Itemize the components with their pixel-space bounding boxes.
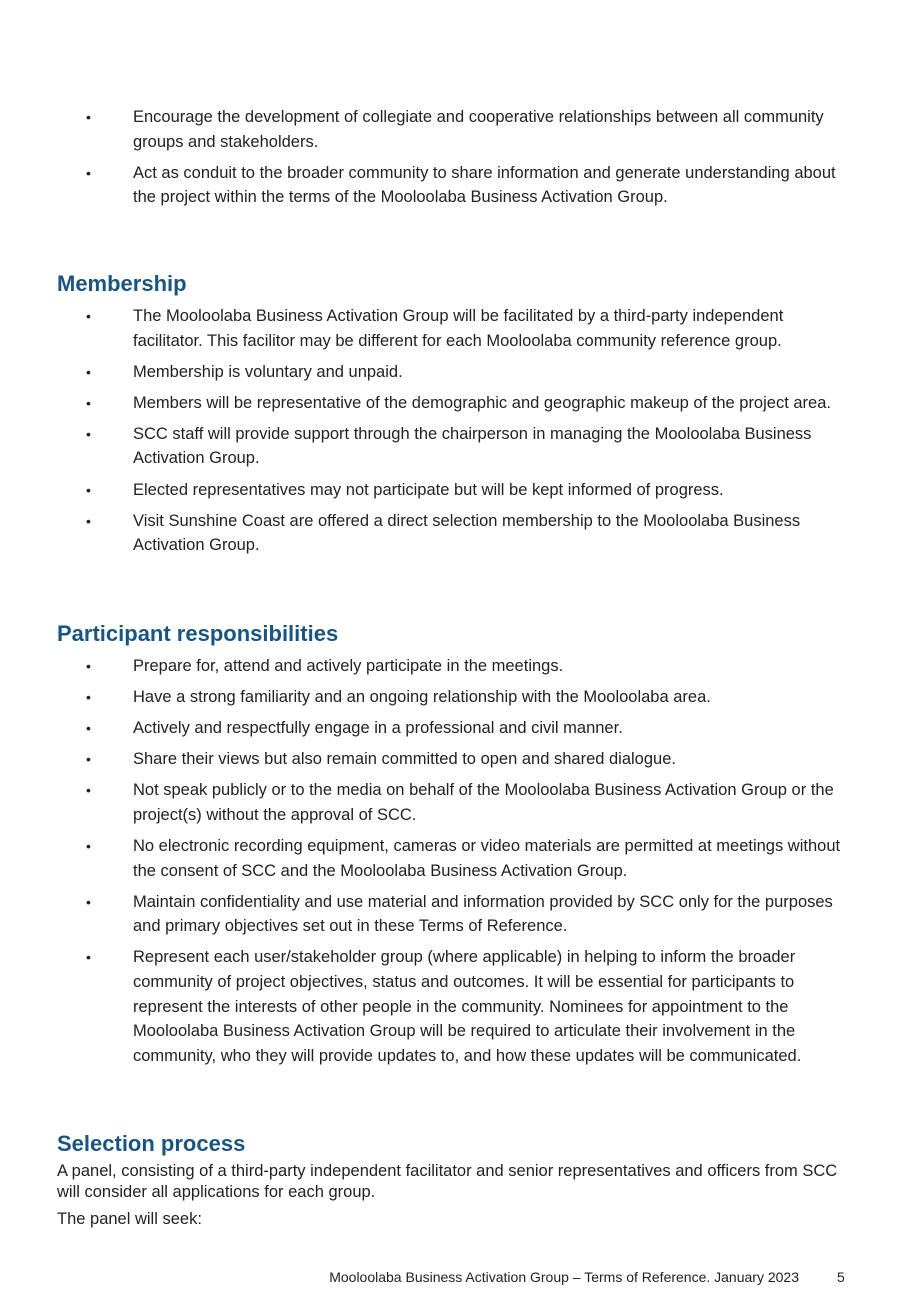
bullet-text: No electronic recording equipment, cameras or video materials are permitted at meetings without the consent of SCC and the Mooloolaba Business Activation Group. [133, 837, 841, 880]
bullet-icon: • [86, 949, 91, 966]
bullet-item [57, 685, 847, 710]
bullet-text: Visit Sunshine Coast are offered a direct selection membership to the Mooloolaba Business Activation Group. [133, 511, 801, 555]
selection-paragraph: A panel, consisting of a third-party independent facilitator and senior representatives and officers from SCC will consider all applications for each group. [57, 1162, 838, 1201]
bullet-item [57, 391, 847, 416]
bullet-item [57, 716, 847, 741]
bullet-icon: • [86, 782, 91, 799]
bullet-item [57, 161, 847, 210]
bullet-icon: • [86, 689, 91, 706]
bullet-text: SCC staff will provide support through the chairperson in managing the Mooloolaba Business Activation Group. [133, 424, 812, 468]
bullet-icon: • [86, 164, 91, 181]
bullet-text: Have a strong familiarity and an ongoing relationship with the Mooloolaba area. [133, 688, 711, 707]
responsibilities-bullet-list [57, 654, 847, 1068]
bullet-text: Membership is voluntary and unpaid. [133, 362, 403, 381]
bullet-icon: • [86, 893, 91, 910]
bullet-item [57, 478, 847, 503]
intro-bullet-list [57, 105, 847, 210]
responsibilities-heading: Participant responsibilities [57, 621, 339, 646]
bullet-item [57, 304, 847, 353]
bullet-item [57, 778, 847, 827]
selection-paragraph-2: The panel will seek: [57, 1210, 202, 1228]
intro-section [57, 105, 847, 216]
bullet-item [57, 945, 847, 1068]
bullet-text: Maintain confidentiality and use material and information provided by SCC only for the purposes and primary objectives set out in these Terms of Reference. [133, 892, 833, 936]
bullet-text: Represent each user/stakeholder group (where applicable) in helping to inform the broader community of project objectives, status and outcomes. It will be essential for participants to represent the interests of other people in the community. Nominees for appointment to the Mooloolaba Business Activation Group will be required to articulate their involvement in the community, who they will provide updates to, and how these updates will be communicated. [133, 948, 802, 1065]
bullet-text: Not speak publicly or to the media on behalf of the Mooloolaba Business Activation Group or the project(s) without the approval of SCC. [133, 781, 834, 824]
responsibilities-section [57, 620, 847, 1075]
selection-heading: Selection process [57, 1131, 246, 1156]
bullet-icon: • [86, 720, 91, 737]
bullet-icon: • [86, 394, 91, 411]
bullet-text: Members will be representative of the demographic and geographic makeup of the project area. [133, 393, 831, 412]
bullet-text: Prepare for, attend and actively participate in the meetings. [133, 657, 564, 675]
bullet-item [57, 654, 847, 679]
selection-section [57, 1130, 847, 1230]
bullet-icon: • [86, 363, 91, 380]
bullet-icon: • [86, 838, 91, 855]
membership-section [57, 270, 847, 564]
bullet-item [57, 105, 847, 154]
page-number: 5 [837, 1269, 845, 1285]
bullet-icon: • [86, 658, 91, 674]
bullet-text: Share their views but also remain committed to open and shared dialogue. [133, 750, 676, 769]
membership-heading: Membership [57, 271, 187, 296]
bullet-item [57, 834, 847, 883]
bullet-icon: • [86, 109, 91, 125]
bullet-text: Act as conduit to the broader community to share information and generate understanding about the project within the terms of the Mooloolaba Business Activation Group. [133, 163, 836, 207]
bullet-icon: • [86, 512, 91, 529]
bullet-text: Elected representatives may not participate but will be kept informed of progress. [133, 480, 724, 499]
bullet-text: Encourage the development of collegiate and cooperative relationships between all community groups and stakeholders. [133, 108, 824, 151]
bullet-icon: • [86, 425, 91, 442]
bullet-icon: • [86, 308, 91, 324]
membership-bullet-list [57, 304, 847, 558]
bullet-text: Actively and respectfully engage in a professional and civil manner. [133, 719, 623, 738]
bullet-icon: • [86, 481, 91, 498]
bullet-item [57, 747, 847, 772]
bullet-item [57, 890, 847, 939]
bullet-item [57, 509, 847, 558]
bullet-item [57, 422, 847, 471]
bullet-icon: • [86, 751, 91, 768]
footer-title: Mooloolaba Business Activation Group – Terms of Reference. January 2023 [329, 1269, 799, 1285]
bullet-text: The Mooloolaba Business Activation Group will be facilitated by a third-party independent facilitator. This facilitor may be different for each Mooloolaba community reference group. [133, 307, 784, 350]
bullet-item [57, 360, 847, 385]
